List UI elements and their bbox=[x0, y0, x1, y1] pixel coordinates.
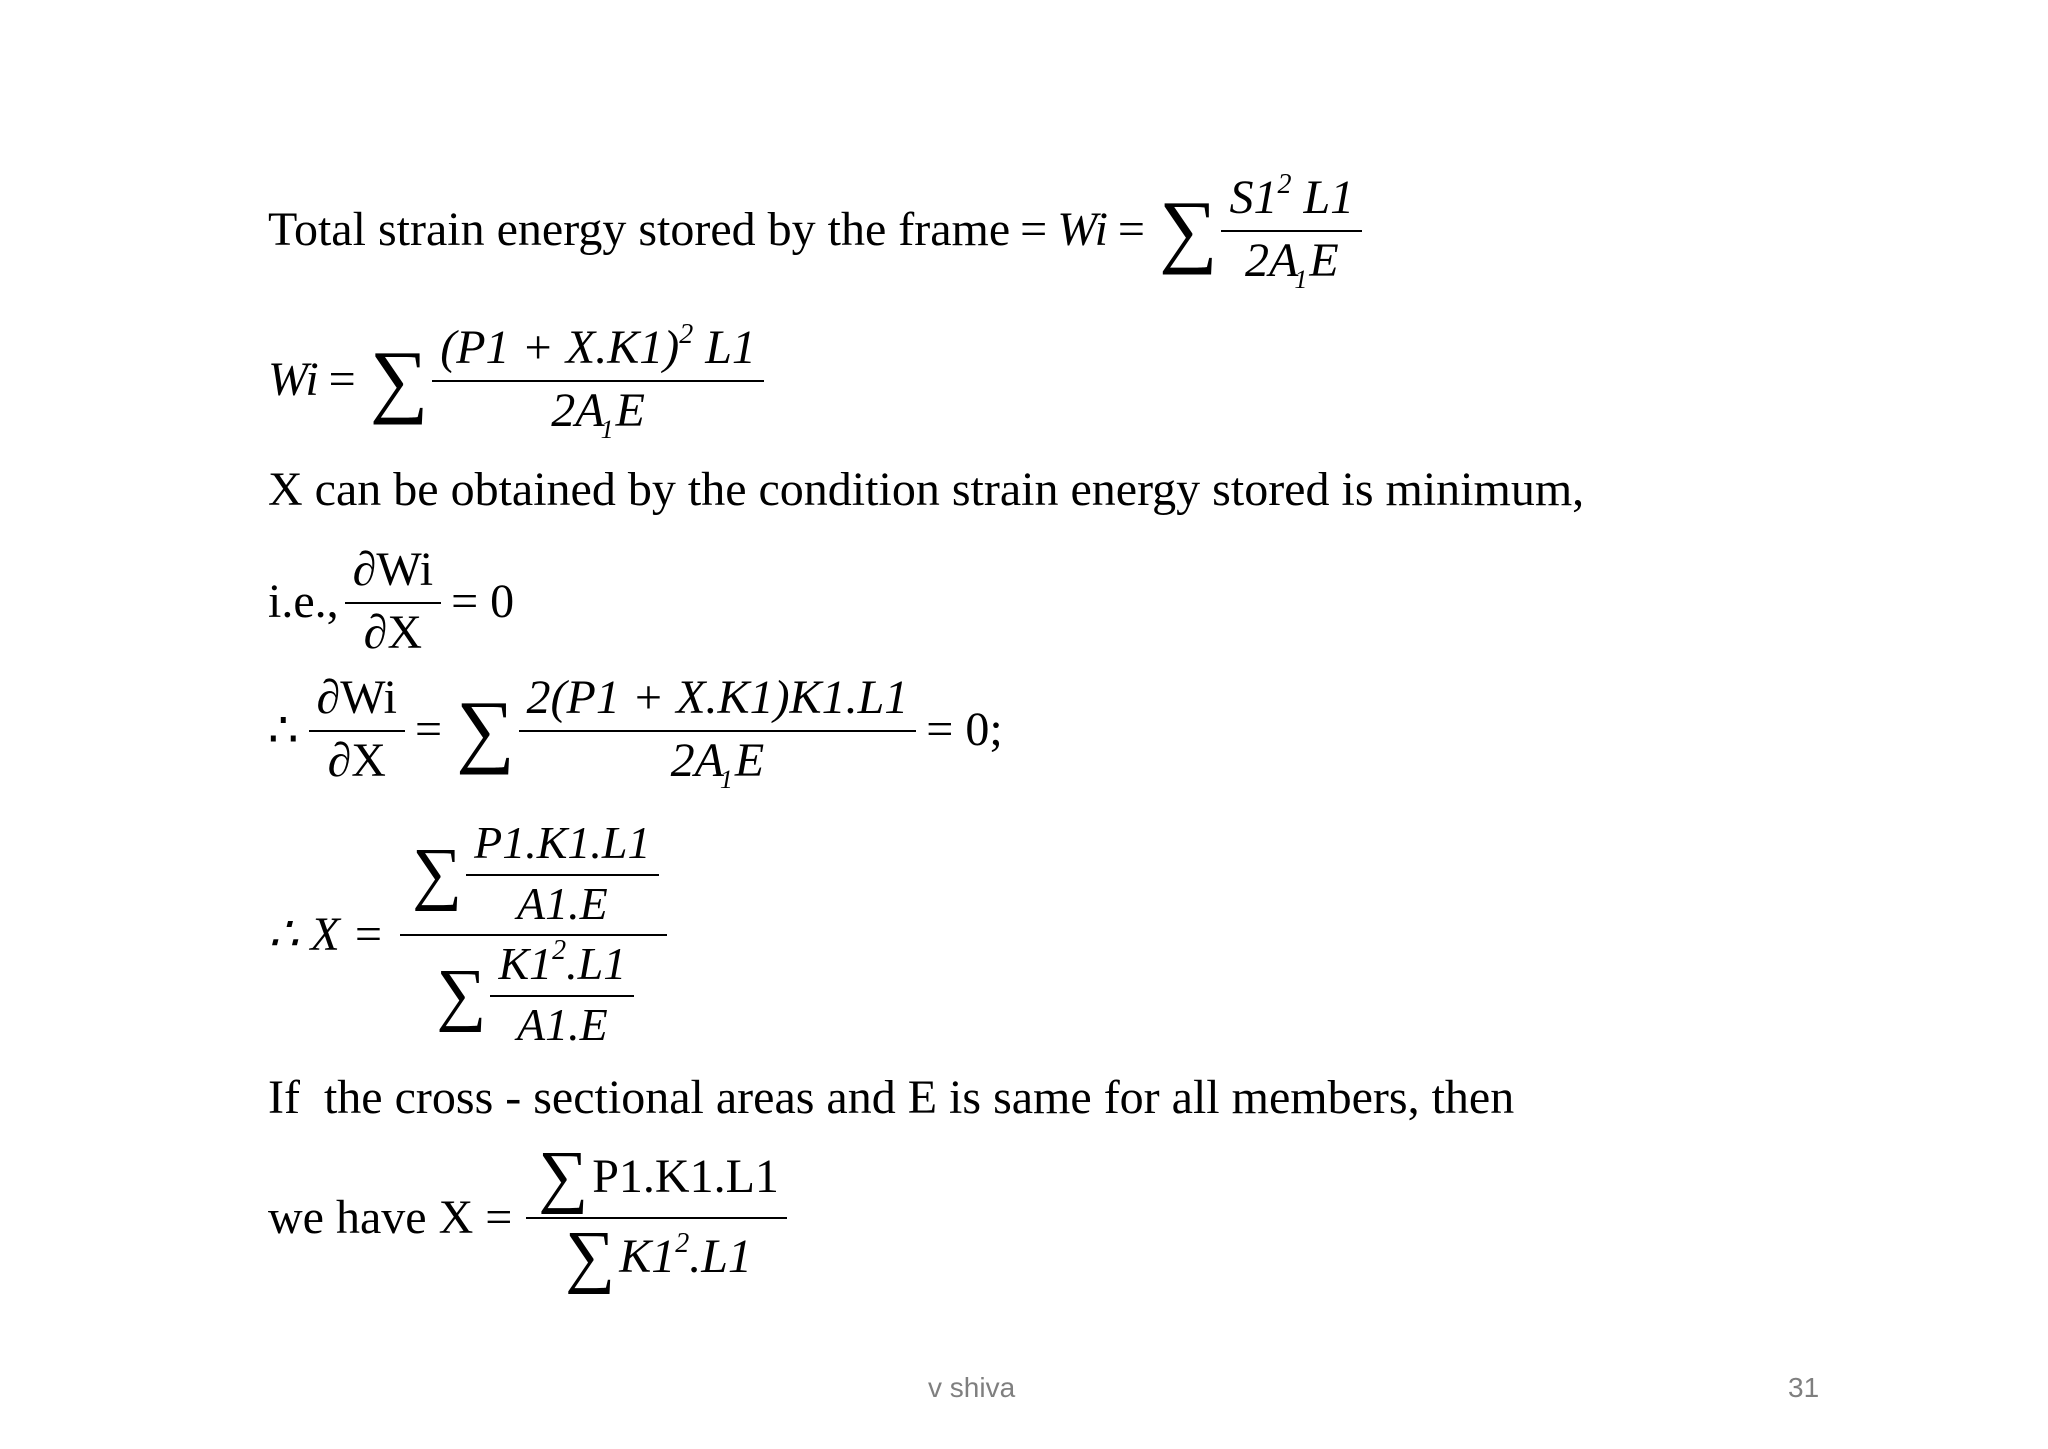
wi-expanded-equation bbox=[268, 319, 764, 444]
summation-symbol: ∑ bbox=[436, 955, 487, 1033]
numerator-term: P1.K1.L1 bbox=[592, 1149, 779, 1203]
upper-sum-term bbox=[400, 818, 666, 929]
minimum-condition-text bbox=[268, 462, 1584, 517]
condition-statement: If the cross - sectional areas and E is same for all members, then bbox=[268, 1071, 1515, 1124]
summation-symbol: ∑ bbox=[1159, 183, 1218, 275]
derivative-zero-equation bbox=[268, 544, 524, 660]
ie-prefix: i.e., bbox=[268, 575, 339, 629]
main-fraction-bar bbox=[400, 934, 666, 936]
fraction-numerator: $K1^2.L1$ bbox=[498, 935, 627, 990]
lower-sum-term bbox=[425, 935, 643, 1050]
lower-inner-fraction bbox=[490, 935, 634, 1050]
fraction-numerator: P1.K1.L1 bbox=[474, 817, 651, 868]
denominator-term: $K1^2.L1$ bbox=[619, 1227, 752, 1283]
equals-sign: = bbox=[1020, 203, 1048, 257]
energy-fraction bbox=[432, 319, 764, 444]
fraction-bar bbox=[466, 874, 658, 876]
equals-sign: = bbox=[1117, 203, 1145, 257]
summation-symbol: ∑ bbox=[412, 834, 463, 912]
x-equals-label: ∴ X = bbox=[268, 908, 385, 962]
fraction-numerator: $S1^2$ L1 bbox=[1229, 169, 1355, 224]
fraction-bar bbox=[1221, 230, 1362, 232]
partial-derivative-fraction bbox=[345, 544, 441, 660]
fraction-denominator bbox=[553, 1218, 760, 1295]
fraction-bar bbox=[519, 730, 917, 732]
wi-symbol: Wi bbox=[1057, 203, 1108, 257]
simplified-fraction bbox=[526, 1138, 787, 1295]
same-area-condition-text bbox=[268, 1070, 1514, 1125]
fraction-denominator: A1.E bbox=[516, 877, 608, 929]
energy-fraction bbox=[1221, 169, 1362, 294]
fraction-numerator: 2(P1 + X.K1)K1.L1 bbox=[526, 671, 909, 724]
fraction-denominator: $2A_1E$ bbox=[551, 383, 645, 444]
fraction-numerator: ∂Wi bbox=[316, 671, 397, 724]
fraction-denominator: ∂X bbox=[363, 605, 423, 659]
strain-energy-total-equation bbox=[268, 169, 1362, 294]
fraction-denominator: ∂X bbox=[327, 733, 386, 787]
equals-zero: = 0; bbox=[926, 703, 1003, 757]
we-have-x-label: we have X = bbox=[268, 1190, 513, 1244]
fraction-numerator bbox=[526, 1138, 787, 1215]
slide-number: 31 bbox=[1788, 1372, 1820, 1403]
fraction-numerator: ∂Wi bbox=[352, 543, 434, 596]
fraction-numerator: $(P1 + X.K1)^2$ L1 bbox=[440, 319, 756, 374]
equals-zero: = 0 bbox=[451, 575, 515, 629]
x-compound-fraction bbox=[400, 818, 666, 1050]
x-simplified-equation bbox=[268, 1138, 787, 1295]
footer-author: v shiva bbox=[928, 1372, 1016, 1403]
fraction-bar bbox=[309, 730, 405, 732]
x-solution-equation bbox=[268, 818, 667, 1050]
fraction-denominator: $2A_1E$ bbox=[670, 733, 765, 794]
fraction-denominator: A1.E bbox=[516, 998, 608, 1050]
derivative-expansion-equation bbox=[268, 671, 1013, 794]
strain-energy-label: Total strain energy stored by the frame bbox=[268, 203, 1011, 257]
summation-symbol: ∑ bbox=[565, 1218, 616, 1295]
upper-inner-fraction bbox=[466, 818, 658, 929]
fraction-bar bbox=[490, 995, 634, 997]
equals-sign: = bbox=[414, 703, 443, 757]
summation-symbol: ∑ bbox=[369, 333, 429, 425]
fraction-bar bbox=[432, 380, 764, 382]
fraction-denominator: $2A_1E$ bbox=[1244, 233, 1339, 294]
equals-sign: = bbox=[328, 353, 356, 407]
fraction-bar bbox=[345, 602, 441, 604]
summation-symbol: ∑ bbox=[456, 683, 515, 775]
therefore-symbol: ∴ bbox=[268, 703, 299, 757]
partial-derivative-fraction bbox=[309, 672, 405, 788]
wi-symbol: Wi bbox=[268, 353, 319, 407]
summation-symbol: ∑ bbox=[538, 1138, 589, 1215]
derivative-fraction bbox=[519, 671, 917, 794]
condition-statement: X can be obtained by the condition strain energy stored is minimum, bbox=[268, 463, 1585, 516]
